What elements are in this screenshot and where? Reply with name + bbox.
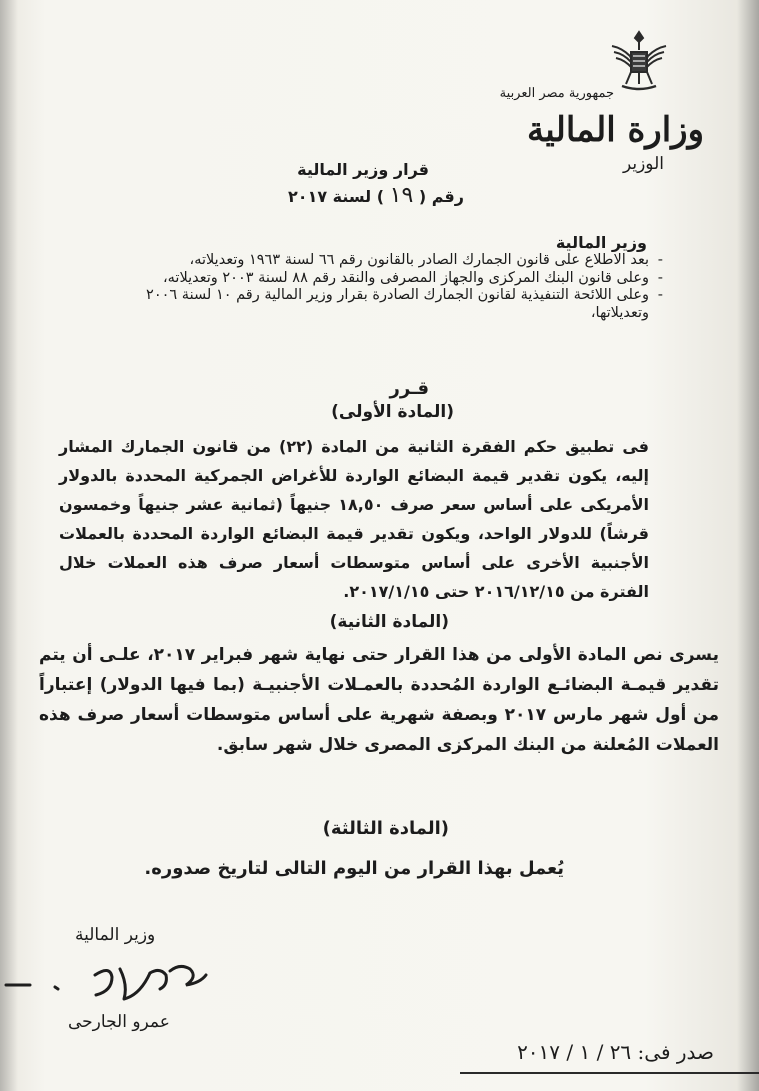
decree-number-prefix: رقم ( [418,187,464,206]
article-3-text: يُعمل بهذا القرار من اليوم التالى لتاريخ صدوره. [144,858,564,879]
decree-number: ١٩ [389,183,414,208]
signatory-name: عمرو الجارحى [68,1012,170,1032]
letterhead-country: جمهورية مصر العربية [499,86,614,101]
article-2-text: يسرى نص المادة الأولى من هذا القرار حتى نهاية شهر فبراير ٢٠١٧، علـى أن يتم تقدير قيمـة البضائـع الواردة المُحددة بالعمـلات الأجنبيـة (بما فيها الدولار) إعتباراً من أول شهر مارس ٢٠١٧ وبصفة شهرية على أساس متوسطات أسعار صرف هذه العملات المُعلنة من البنك المركزى المصرى خلال شهر سابق. [39,645,720,755]
preamble-heading: وزير المالية [555,233,647,252]
eagle-emblem-icon [604,26,674,96]
preamble-list [89,252,649,322]
decree-number-line [288,183,464,208]
article-2-heading: (المادة الثانية) [329,612,449,632]
decree-title: قرار وزير المالية [297,160,429,179]
letterhead-office: الوزير [622,154,664,174]
preamble-item: - وعلى اللائحة التنفيذية لقانون الجمارك الصادرة بقرار وزير المالية رقم ١٠ لسنة ٢٠٠٦ وتعديلاتها، [89,287,649,322]
scan-shadow-right [737,0,759,1091]
article-1-text: فى تطبيق حكم الفقرة الثانية من المادة (٢٢) من قانون الجمارك المشار إليه، يكون تقدير قيمة البضائع الواردة للأغراض الجمركية المحددة بالدولار الأمريكى على أساس سعر صرف ١٨,٥٠ جنيهاً (ثمانية عشر جنيهاً وخمسون قرشاً) للدولار الواحد، ويكون تقدير قيمة البضائع الواردة المحددة بالعملات الأجنبية الأخرى على أساس متوسطات أسعار صرف هذه العملات خلال الفترة من ٢٠١٦/١٢/١٥ حتى ٢٠١٧/١/١٥. [59,437,650,601]
article-3-heading: (المادة الثالثة) [322,818,449,839]
preamble-item: - وعلى قانون البنك المركزى والجهاز المصرفى والنقد رقم ٨٨ لسنة ٢٠٠٣ وتعديلاته، [89,270,649,288]
letterhead [484,18,704,174]
article-1-heading: (المادة الأولى) [331,402,454,422]
preamble-item: - بعد الاطلاع على قانون الجمارك الصادر بالقانون رقم ٦٦ لسنة ١٩٦٣ وتعديلاته، [89,252,649,270]
decree-number-suffix: ) لسنة ٢٠١٧ [288,187,385,206]
issue-date: صدر فى: ٢٦ / ١ / ٢٠١٧ [517,1040,714,1064]
scan-shadow-left [0,0,18,1091]
letterhead-ministry: وزارة المالية [526,110,704,150]
decided-heading: قـرر [389,378,429,399]
issue-date-underline [460,1072,759,1074]
signatory-title: وزير المالية [75,925,156,945]
handwritten-signature [0,955,240,1015]
